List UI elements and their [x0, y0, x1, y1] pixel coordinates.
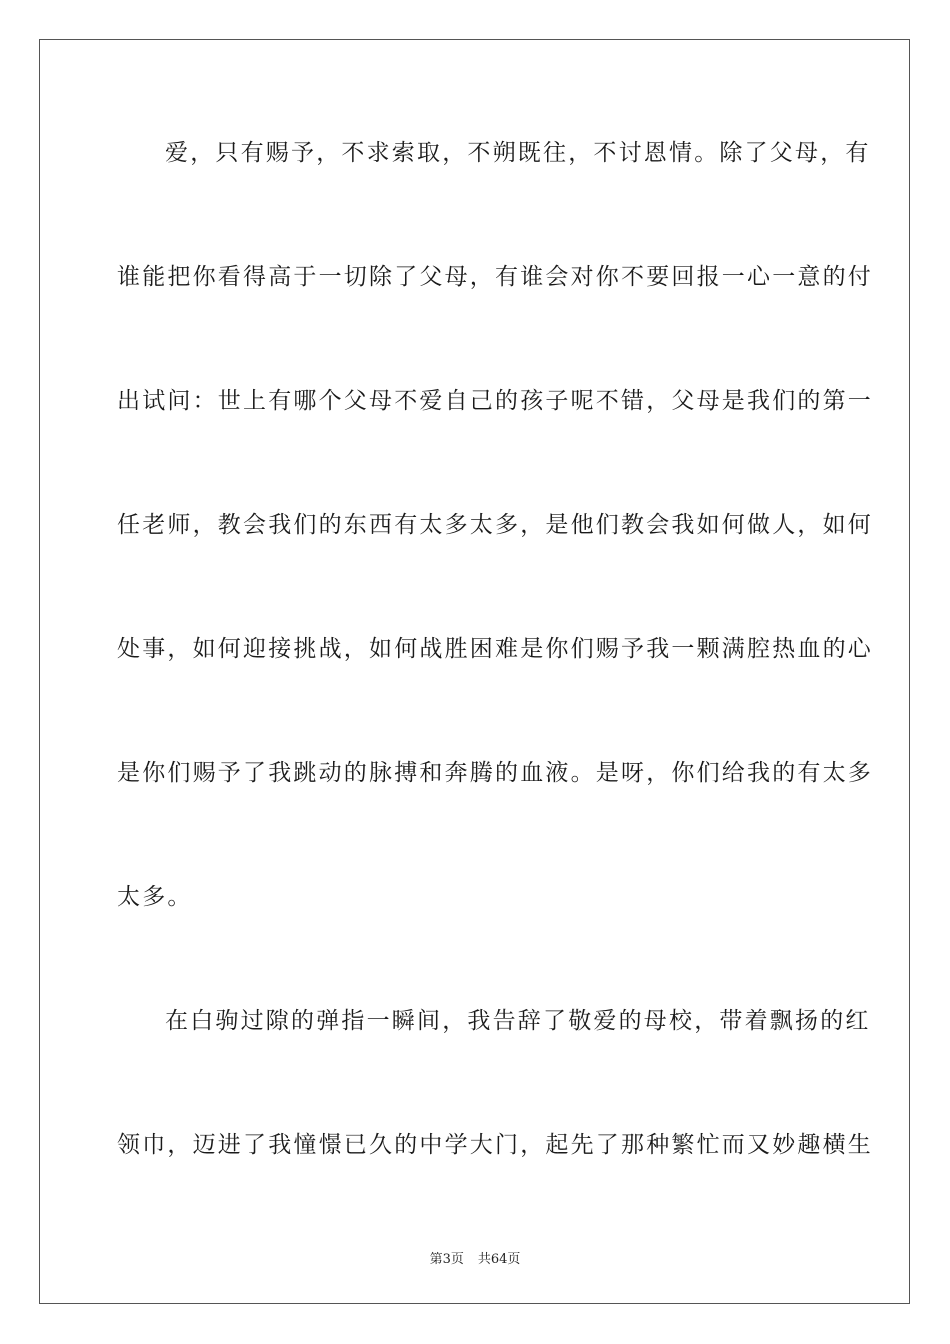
paragraph-line: 爱，只有赐予，不求索取，不朔既往，不讨恩情。除了父母，有 — [165, 140, 871, 166]
page-number: 第3页 — [429, 1252, 464, 1267]
page-total: 共64页 — [477, 1252, 521, 1267]
paragraph-line: 太多。 — [117, 884, 193, 910]
paragraph-line: 处事，如何迎接挑战，如何战胜困难是你们赐予我一颗满腔热血的心 — [117, 636, 873, 662]
paragraph-line: 领巾，迈进了我憧憬已久的中学大门，起先了那种繁忙而又妙趣横生 — [117, 1132, 873, 1158]
paragraph-line: 出试问：世上有哪个父母不爱自己的孩子呢不错，父母是我们的第一 — [117, 388, 873, 414]
paragraph-line: 在白驹过隙的弹指一瞬间，我告辞了敬爱的母校，带着飘扬的红 — [165, 1008, 871, 1034]
page-border — [39, 39, 910, 1304]
paragraph-line: 是你们赐予了我跳动的脉搏和奔腾的血液。是呀，你们给我的有太多 — [117, 760, 873, 786]
paragraph-line: 谁能把你看得高于一切除了父母，有谁会对你不要回报一心一意的付 — [117, 264, 873, 290]
page-footer — [0, 1248, 950, 1267]
paragraph-line: 任老师，教会我们的东西有太多太多，是他们教会我如何做人，如何 — [117, 512, 873, 538]
